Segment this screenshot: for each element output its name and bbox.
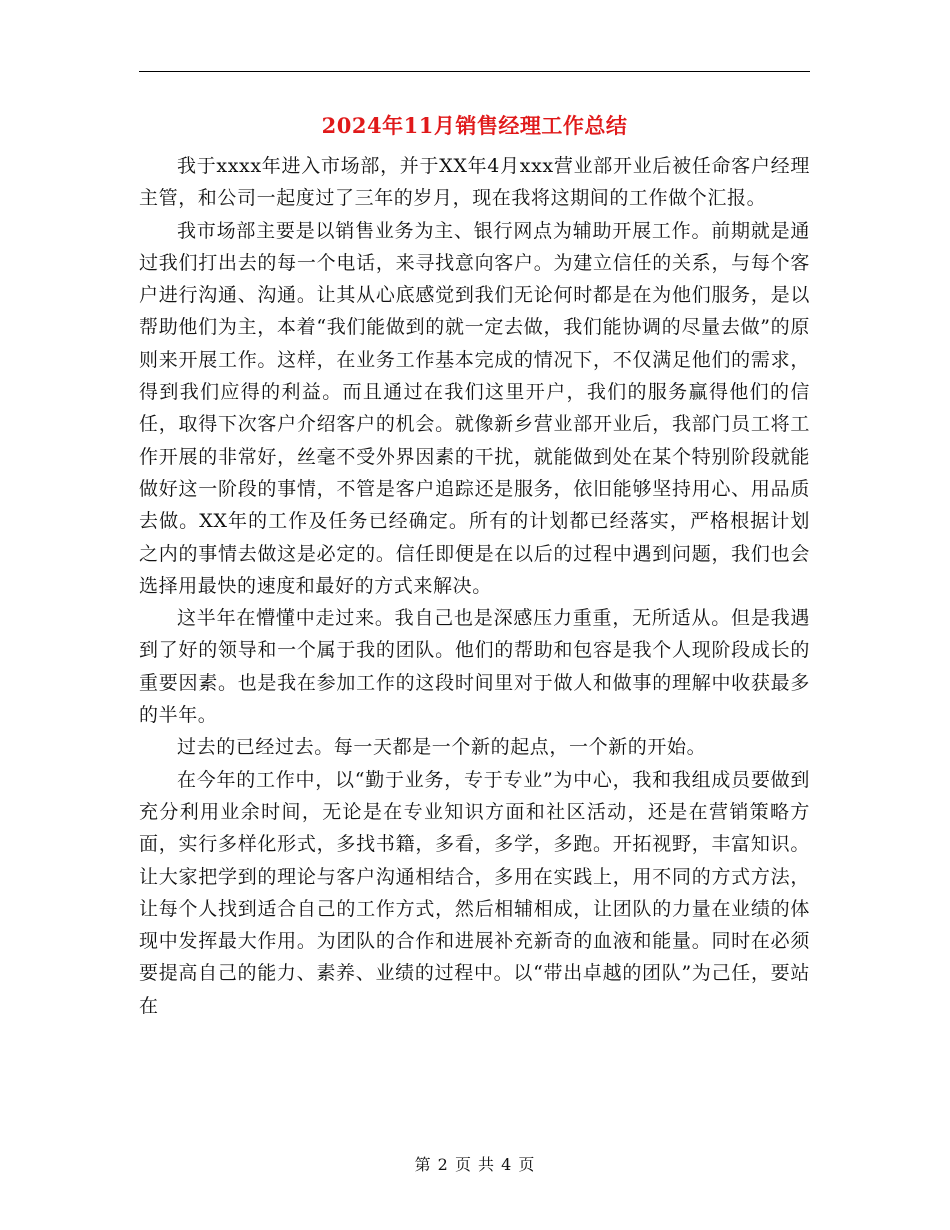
paragraph-1: 我于xxxx年进入市场部，并于XX年4月xxx营业部开业后被任命客户经理主管，和公司一起度过了三年的岁月，现在我将这期间的工作做个汇报。 [139, 155, 810, 210]
document-body [139, 150, 810, 1022]
paragraph-3: 这半年在懵懂中走过来。我自己也是深感压力重重，无所适从。但是我遇到了好的领导和一个属于我的团队。他们的帮助和包容是我个人现阶段成长的重要因素。也是我在参加工作的这段时间里对于做人和做事的理解中收获最多的半年。 [139, 607, 810, 727]
document-title: 2024年11月销售经理工作总结 [321, 113, 628, 138]
page-number-footer: 第 2 页 共 4 页 [414, 1155, 536, 1174]
paragraph-4: 过去的已经过去。每一天都是一个新的起点，一个新的开始。 [177, 736, 707, 759]
header-rule [139, 71, 810, 72]
paragraph-2: 我市场部主要是以销售业务为主、银行网点为辅助开展工作。前期就是通过我们打出去的每一个电话，来寻找意向客户。为建立信任的关系，与每个客户进行沟通、沟通。让其从心底感觉到我们无论何时都是在为他们服务，是以帮助他们为主，本着“我们能做到的就一定去做，我们能协调的尽量去做”的原则来开展工作。这样，在业务工作基本完成的情况下，不仅满足他们的需求，得到我们应得的利益。而且通过在我们这里开户，我们的服务赢得他们的信任，取得下次客户介绍客户的机会。就像新乡营业部开业后，我部门员工将工作开展的非常好，丝毫不受外界因素的干扰，就能做到处在某个特别阶段就能做好这一阶段的事情，不管是客户追踪还是服务，依旧能够坚持用心、用品质去做。XX年的工作及任务已经确定。所有的计划都已经落实，严格根据计划之内的事情去做这是必定的。信任即便是在以后的过程中遇到问题，我们也会选择用最快的速度和最好的方式来解决。 [139, 219, 810, 597]
paragraph-5: 在今年的工作中，以“勤于业务，专于专业”为中心，我和我组成员要做到充分利用业余时间，无论是在专业知识方面和社区活动，还是在营销策略方面，实行多样化形式，多找书籍，多看，多学，多跑。开拓视野，丰富知识。让大家把学到的理论与客户沟通相结合，多用在实践上，用不同的方式方法，让每个人找到适合自己的工作方式，然后相辅相成，让团队的力量在业绩的体现中发挥最大作用。为团队的合作和进展补充新奇的血液和能量。同时在必须要提高自己的能力、素养、业绩的过程中。以“带出卓越的团队”为己任，要站在 [139, 768, 810, 1017]
